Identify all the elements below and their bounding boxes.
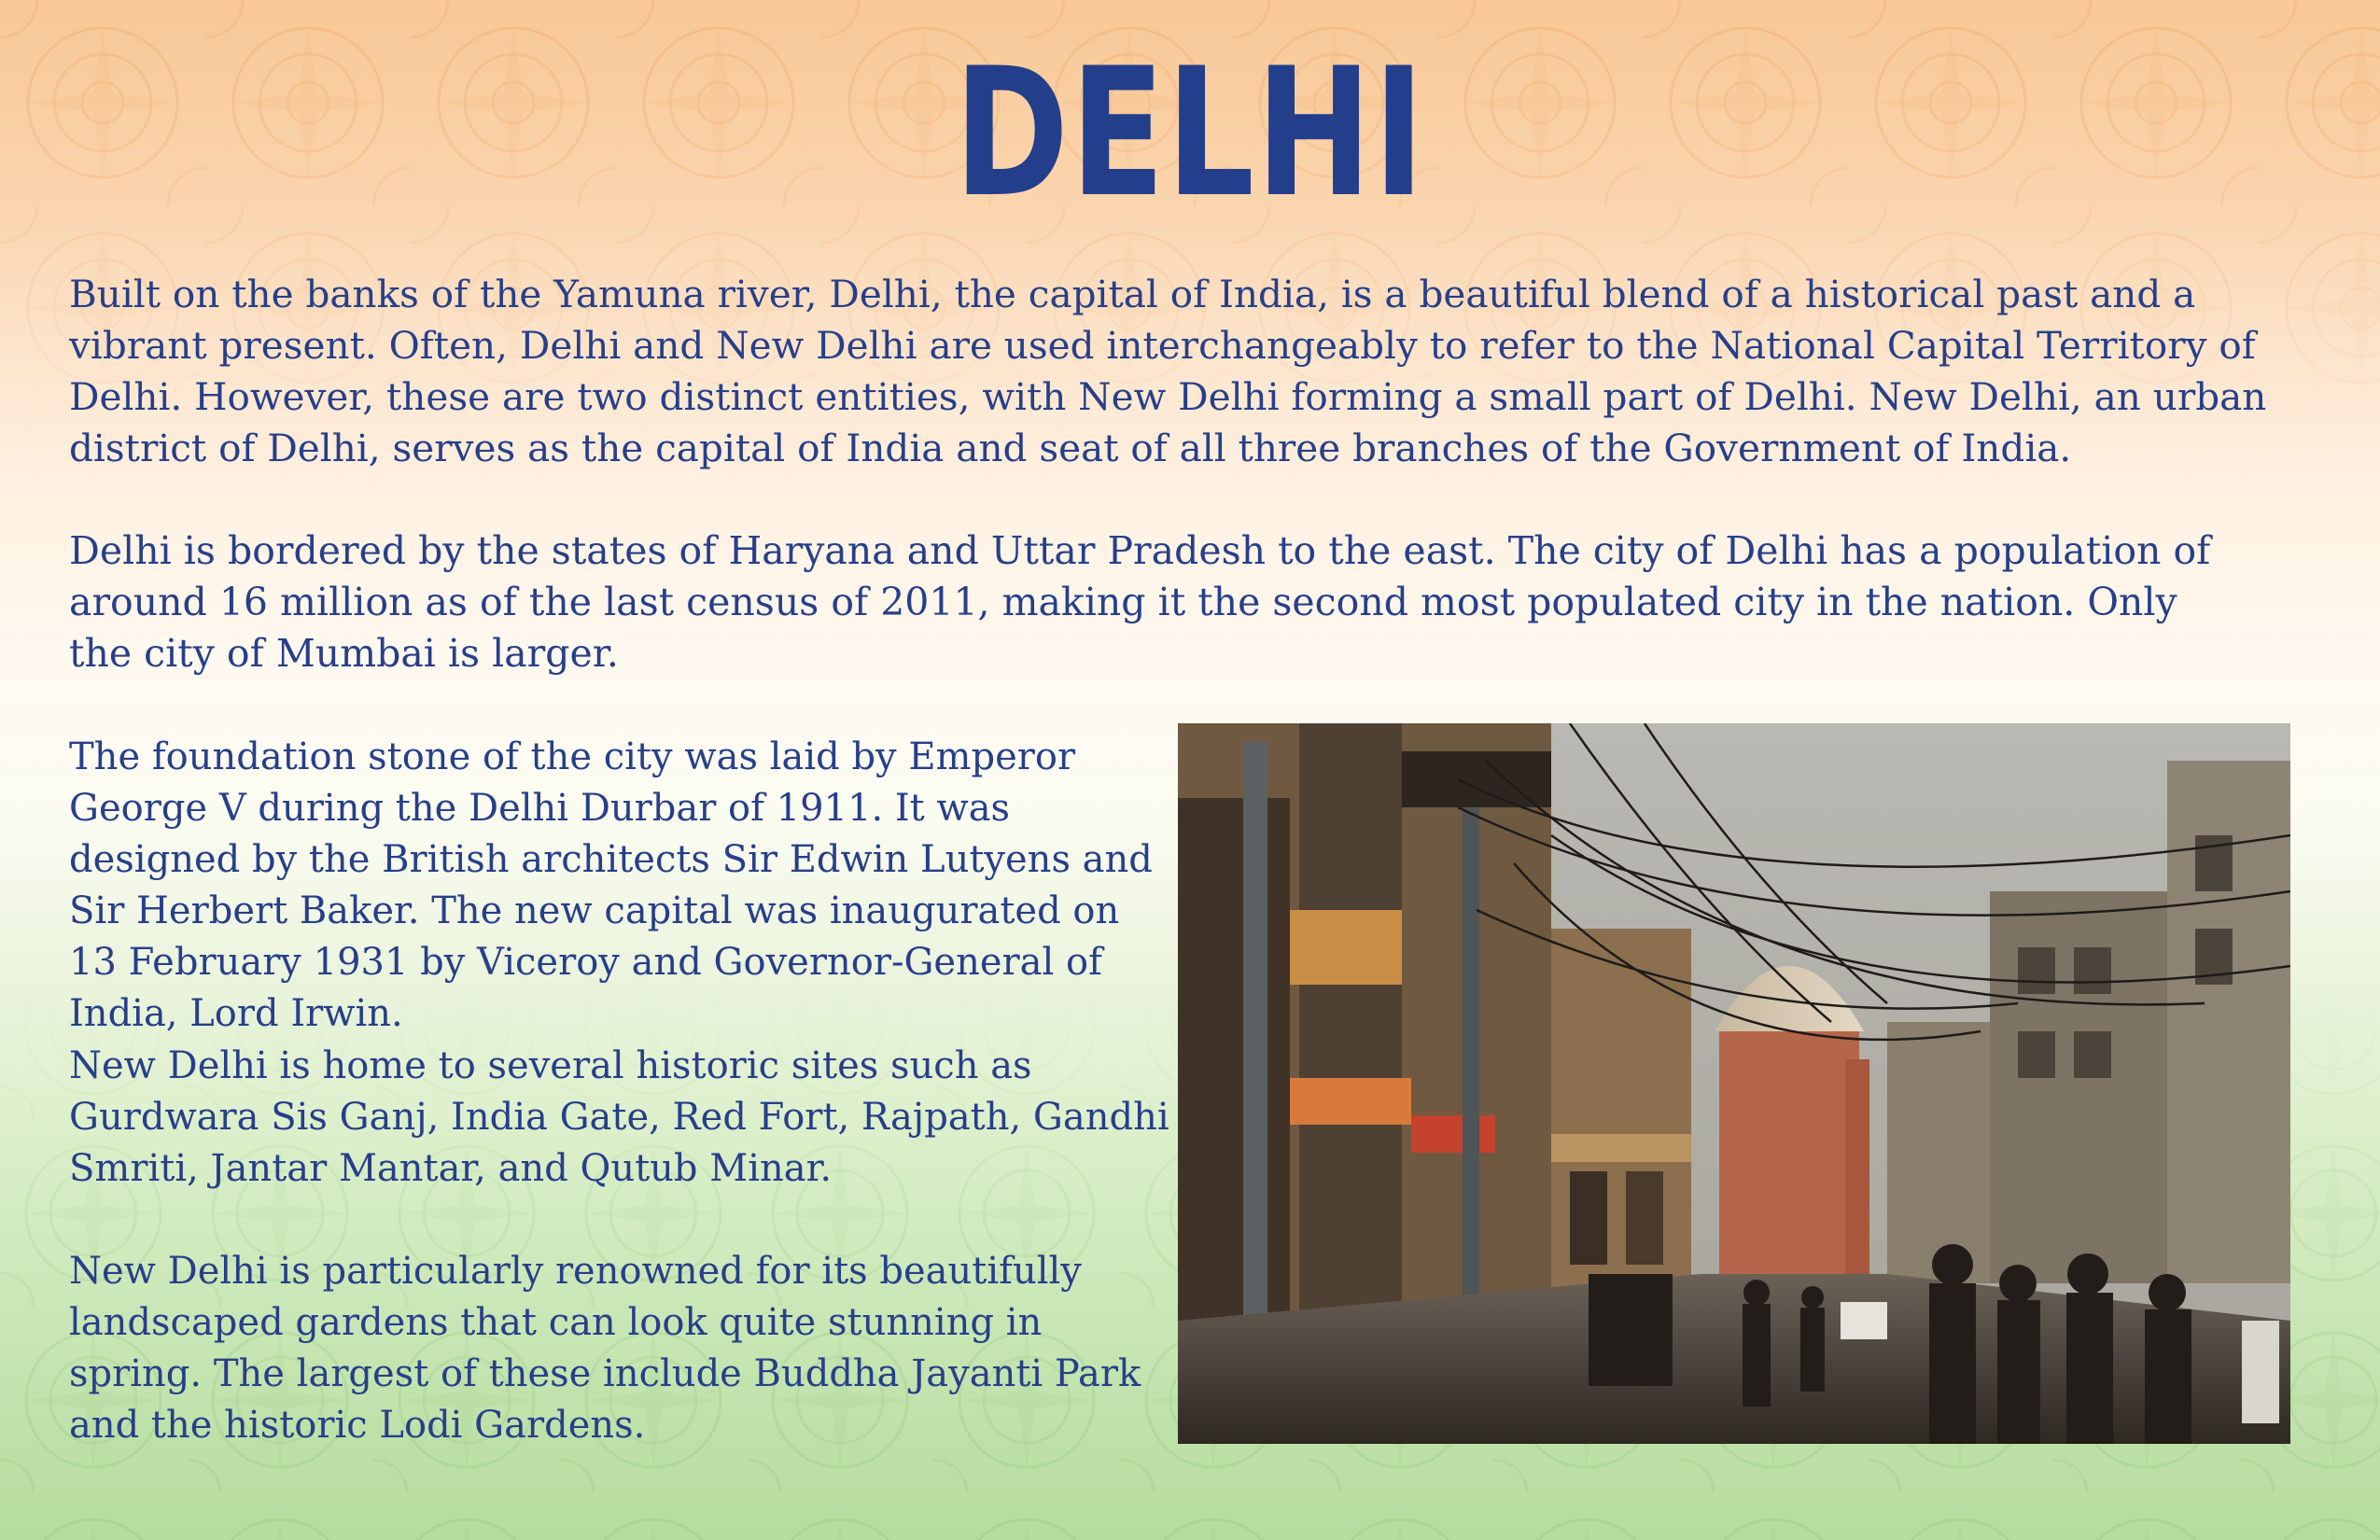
gardens-paragraph: New Delhi is particularly renowned for its beautifully landscaped gardens that can look quite stunning in spring. The largest of these include Buddha Jayanti Park and the historic Lodi Gardens. xyxy=(69,1250,1141,1447)
population-paragraph: Delhi is bordered by the states of Haryana and Uttar Pradesh to the east. The city of Delhi has a population of around 16 million as of the last census of 2011, making it the second most populated city in the nation. Only the city of Mumbai is larger. xyxy=(69,528,2211,676)
intro-paragraph: Built on the banks of the Yamuna river, Delhi, the capital of India, is a beautiful blend of a historical past and a vibrant present. Often, Delhi and New Delhi are used interchangeably to refer to the National Capital Territory of Delhi. However, these are two distinct entities, with New Delhi forming a small part of Delhi. New Delhi, an urban district of Delhi, serves as the capital of India and seat of all three branches of the Government of India. xyxy=(69,272,2267,470)
history-paragraph: The foundation stone of the city was laid by Emperor George V during the Delhi Durbar of 1911. It was designed by the British architects Sir Edwin Lutyens and Sir Herbert Baker. The new capital was inaugurated on 13 February 1931 by Viceroy and Governor-General of India, Lord Irwin. xyxy=(69,735,1153,1035)
page-title: DELHI xyxy=(954,30,1426,236)
street-photo xyxy=(1178,723,2290,1444)
historic-sites-paragraph: New Delhi is home to several historic sites such as Gurdwara Sis Ganj, India Gate, Red Fort, Rajpath, Gandhi Smriti, Jantar Mantar, and Qutub Minar. xyxy=(69,1044,1169,1190)
